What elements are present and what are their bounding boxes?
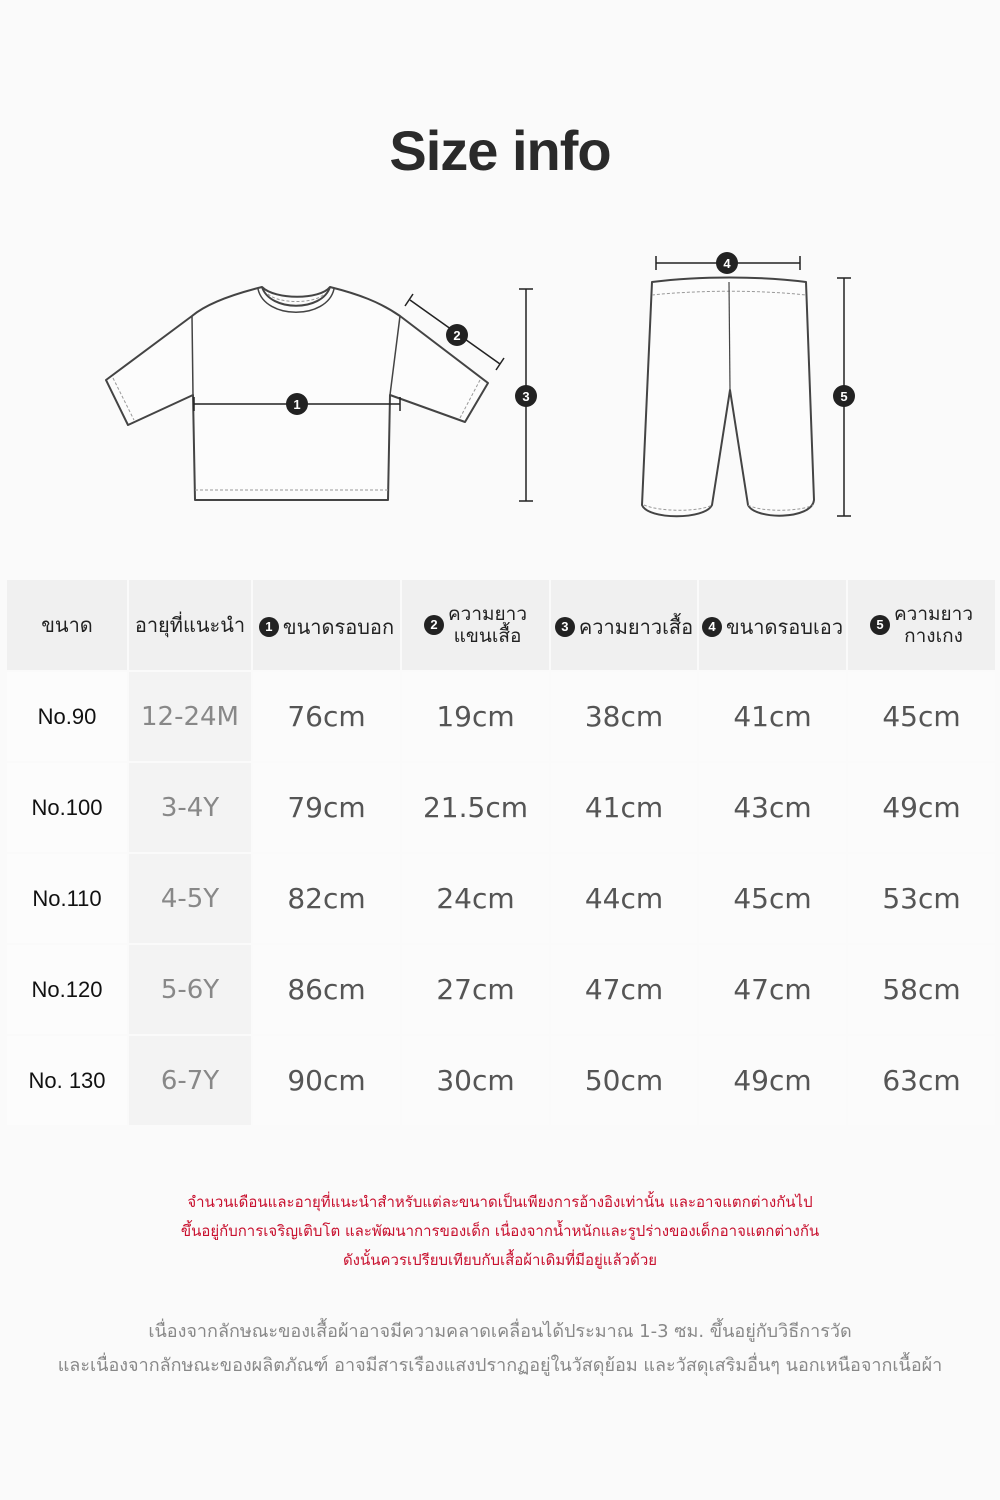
size-table-header-row [6, 579, 996, 671]
table-row [6, 671, 996, 762]
garment-measurement-diagram [0, 240, 1000, 540]
cell-pants-length: 53cm [847, 853, 996, 944]
size-table [5, 578, 997, 1127]
header-chest: 1 ขนาดรอบอก [252, 579, 401, 671]
table-row [6, 762, 996, 853]
header-pants-length: 5 ความยาว กางเกง [847, 579, 996, 671]
table-row [6, 853, 996, 944]
note-line: ดังนั้นควรเปรียบเทียบกับเสื้อผ้าเดิมที่มีอยู่แล้วด้วย [342, 1251, 658, 1269]
header-sleeve: 2 ความยาว แขนเสื้อ [401, 579, 550, 671]
marker-3-label: 3 [522, 389, 530, 404]
cell-pants-length: 49cm [847, 762, 996, 853]
cell-waist: 47cm [698, 944, 847, 1035]
cell-waist: 49cm [698, 1035, 847, 1126]
cell-size: No. 130 [6, 1035, 128, 1126]
note-line: จำนวนเดือนและอายุที่แนะนำสำหรับแต่ละขนาดเป็นเพียงการอ้างอิงเท่านั้น และอาจแตกต่างกันไป [187, 1193, 813, 1211]
cell-length: 47cm [550, 944, 698, 1035]
sizing-disclaimer-red [0, 1188, 1000, 1275]
cell-pants-length: 63cm [847, 1035, 996, 1126]
cell-length: 38cm [550, 671, 698, 762]
cell-age: 4-5Y [128, 853, 252, 944]
marker-1-label: 1 [293, 397, 301, 412]
marker-2-label: 2 [453, 328, 461, 343]
marker-5-label: 5 [840, 389, 848, 404]
cell-pants-length: 58cm [847, 944, 996, 1035]
marker-4-label: 4 [723, 256, 731, 271]
header-age: อายุที่แนะนำ [128, 579, 252, 671]
cell-chest: 76cm [252, 671, 401, 762]
marker-1-icon: 1 [259, 617, 279, 637]
note-line: ขึ้นอยู่กับการเจริญเติบโต และพัฒนาการของเด็ก เนื่องจากน้ำหนักและรูปร่างของเด็กอาจแตกต่างกัน [180, 1222, 820, 1240]
cell-sleeve: 24cm [401, 853, 550, 944]
cell-sleeve: 19cm [401, 671, 550, 762]
cell-age: 3-4Y [128, 762, 252, 853]
table-row [6, 1035, 996, 1126]
cell-size: No.90 [6, 671, 128, 762]
marker-4-icon: 4 [702, 617, 722, 637]
marker-3-icon: 3 [555, 617, 575, 637]
cell-size: No.100 [6, 762, 128, 853]
cell-length: 41cm [550, 762, 698, 853]
cell-pants-length: 45cm [847, 671, 996, 762]
cell-sleeve: 21.5cm [401, 762, 550, 853]
cell-chest: 82cm [252, 853, 401, 944]
marker-5-icon: 5 [870, 615, 890, 635]
header-size: ขนาด [6, 579, 128, 671]
note-line: เนื่องจากลักษณะของเสื้อผ้าอาจมีความคลาดเคลื่อนได้ประมาณ 1-3 ซม. ขึ้นอยู่กับวิธีการวัด [148, 1321, 852, 1342]
cell-age: 5-6Y [128, 944, 252, 1035]
note-line: และเนื่องจากลักษณะของผลิตภัณฑ์ อาจมีสารเรืองแสงปรากฏอยู่ในวัสดุย้อม และวัสดุเสริมอื่นๆ นอกเหนือจากเนื้อผ้า [57, 1355, 943, 1376]
cell-age: 6-7Y [128, 1035, 252, 1126]
cell-waist: 43cm [698, 762, 847, 853]
table-row [6, 944, 996, 1035]
measurement-disclaimer-grey [0, 1315, 1000, 1383]
cell-length: 50cm [550, 1035, 698, 1126]
marker-2-icon: 2 [424, 615, 444, 635]
header-waist: 4 ขนาดรอบเอว [698, 579, 847, 671]
cell-age: 12-24M [128, 671, 252, 762]
cell-chest: 79cm [252, 762, 401, 853]
pants-illustration [642, 278, 814, 517]
page-title: Size info [389, 119, 611, 182]
cell-length: 44cm [550, 853, 698, 944]
cell-waist: 41cm [698, 671, 847, 762]
cell-sleeve: 30cm [401, 1035, 550, 1126]
header-length: 3 ความยาวเสื้อ [550, 579, 698, 671]
cell-chest: 86cm [252, 944, 401, 1035]
cell-chest: 90cm [252, 1035, 401, 1126]
cell-size: No.120 [6, 944, 128, 1035]
cell-sleeve: 27cm [401, 944, 550, 1035]
cell-waist: 45cm [698, 853, 847, 944]
cell-size: No.110 [6, 853, 128, 944]
